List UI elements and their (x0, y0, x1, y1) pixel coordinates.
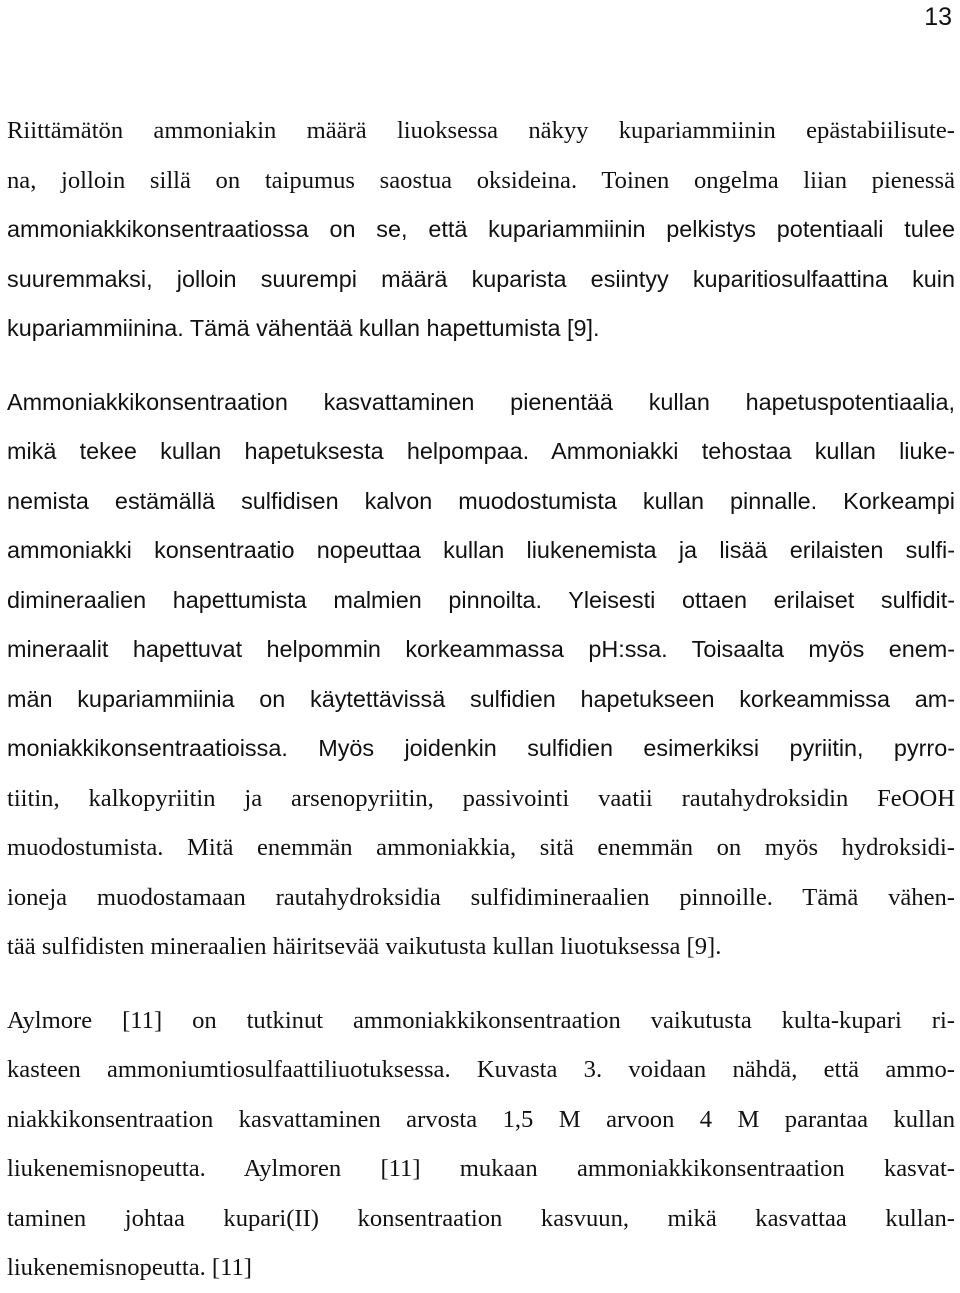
text-line: taminen johtaa kupari(II) konsentraation kasvuun, mikä kasvattaa kullan- (7, 1204, 955, 1232)
text-line: ammoniakkikonsentraatiossa on se, että kupariammiinin pelkistys potentiaali tulee (7, 216, 955, 242)
paragraph-gap (7, 972, 955, 996)
text-line: nemista estämällä sulfidisen kalvon muodostumista kullan pinnalle. Korkeampi (7, 487, 955, 514)
text-line: mikä tekee kullan hapetuksesta helpompaa. Ammoniakki tehostaa kullan liuke- (7, 438, 955, 464)
text-line: tää sulfidisten mineraalien häiritsevää vaikutusta kullan liuotuksessa [9]. (7, 933, 722, 960)
paragraph-gap (7, 354, 955, 378)
text-line: Aylmore [11] on tutkinut ammoniakkikonsentraation vaikutusta kulta-kupari ri- (7, 1006, 955, 1034)
text-line: na, jolloin sillä on taipumus saostua oksideina. Toinen ongelma liian pienessä (7, 166, 955, 194)
text-line: Ammoniakkikonsentraation kasvattaminen pienentää kullan hapetuspotentiaalia, (7, 388, 955, 415)
text-line: Riittämätön ammoniakin määrä liuoksessa näkyy kupariammiinin epästabiilisute- (7, 117, 955, 144)
text-line: kupariammiinina. Tämä vähentää kullan hapettumista [9]. (7, 315, 600, 341)
paragraph-1 (7, 106, 955, 354)
text-line: män kupariammiinia on käytettävissä sulfidien hapetukseen korkeammissa am- (7, 685, 955, 712)
text-line: liukenemisnopeutta. Aylmoren [11] mukaan ammoniakkikonsentraation kasvat- (7, 1155, 955, 1182)
text-line: moniakkikonsentraatioissa. Myös joidenkin sulfidien esimerkiksi pyriitin, pyrro- (7, 735, 955, 761)
paragraph-3 (7, 996, 955, 1293)
text-line: mineraalit hapettuvat helpommin korkeammassa pH:ssa. Toisaalta myös enem- (7, 636, 955, 662)
text-line: tiitin, kalkopyriitin ja arsenopyriitin, passivointi vaatii rautahydroksidin FeOOH (7, 784, 955, 812)
paragraph-2 (7, 378, 955, 972)
document-body (7, 106, 955, 1293)
text-line: kasteen ammoniumtiosulfaattiliuotuksessa. Kuvasta 3. voidaan nähdä, että ammo- (7, 1056, 955, 1083)
text-line: dimineraalien hapettumista malmien pinnoilta. Yleisesti ottaen erilaiset sulfidit- (7, 586, 955, 613)
text-line: muodostumista. Mitä enemmän ammoniakkia, sitä enemmän on myös hydroksidi- (7, 834, 955, 861)
text-line: ioneja muodostamaan rautahydroksidia sulfidimineraalien pinnoille. Tämä vähen- (7, 883, 955, 911)
text-line: ammoniakki konsentraatio nopeuttaa kullan liukenemista ja lisää erilaisten sulfi- (7, 537, 955, 563)
text-line: suuremmaksi, jolloin suurempi määrä kuparista esiintyy kuparitiosulfaattina kuin (7, 265, 955, 292)
text-line: niakkikonsentraation kasvattaminen arvosta 1,5 M arvoon 4 M parantaa kullan (7, 1105, 955, 1133)
text-line: liukenemisnopeutta. [11] (7, 1254, 252, 1281)
page-number: 13 (924, 3, 952, 31)
